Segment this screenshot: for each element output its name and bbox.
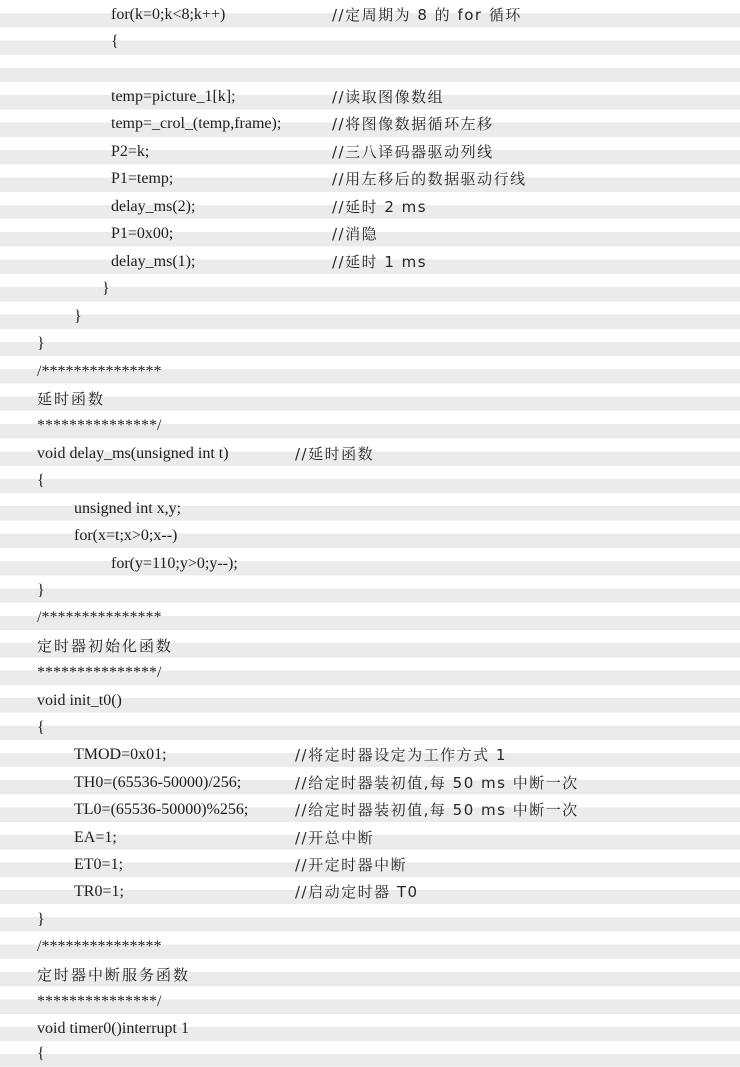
- code-line: TL0=(65536-50000)%256;: [74, 801, 249, 818]
- code-line: {: [111, 33, 119, 50]
- code-comment: //三八译码器驱动列线: [332, 143, 494, 161]
- code-line: void delay_ms(unsigned int t): [37, 445, 229, 462]
- code-comment: //延时 2 ms: [332, 198, 428, 216]
- code-line: P1=0x00;: [111, 225, 174, 242]
- code-line: temp=_crol_(temp,frame);: [111, 115, 282, 132]
- code-line: P2=k;: [111, 143, 150, 160]
- code-line: ET0=1;: [74, 856, 124, 873]
- code-line: /***************: [37, 609, 162, 626]
- code-comment: //开定时器中断: [295, 856, 408, 874]
- code-line: P1=temp;: [111, 170, 174, 187]
- code-line: TR0=1;: [74, 883, 124, 900]
- code-line: unsigned int x,y;: [74, 500, 182, 517]
- code-line: for(k=0;k<8;k++): [111, 6, 226, 23]
- code-comment: //用左移后的数据驱动行线: [332, 170, 527, 188]
- code-line: 定时器中断服务函数: [37, 966, 191, 984]
- code-comment: //定周期为 8 的 for 循环: [332, 6, 522, 24]
- code-line: }: [102, 280, 110, 297]
- code-line: ***************/: [37, 417, 162, 434]
- code-line: ***************/: [37, 993, 162, 1010]
- code-line: ***************/: [37, 664, 162, 681]
- code-line: }: [37, 911, 45, 928]
- code-line: }: [37, 335, 45, 352]
- code-line: /***************: [37, 363, 162, 380]
- code-line: }: [37, 582, 45, 599]
- code-comment: //启动定时器 T0: [295, 883, 419, 901]
- code-line: TMOD=0x01;: [74, 746, 167, 763]
- code-line: {: [37, 1045, 45, 1062]
- code-line: 定时器初始化函数: [37, 637, 174, 655]
- code-comment: //延时 1 ms: [332, 253, 428, 271]
- code-line: /***************: [37, 938, 162, 955]
- code-line: for(x=t;x>0;x--): [74, 527, 178, 544]
- code-line: void timer0()interrupt 1: [37, 1020, 189, 1037]
- code-line: for(y=110;y>0;y--);: [111, 555, 238, 572]
- code-comment: //给定时器装初值,每 50 ms 中断一次: [295, 774, 579, 792]
- code-line: void init_t0(): [37, 692, 122, 709]
- code-line: delay_ms(1);: [111, 253, 196, 270]
- code-line: EA=1;: [74, 829, 117, 846]
- code-comment: //消隐: [332, 225, 379, 243]
- code-comment: //将定时器设定为工作方式 1: [295, 746, 507, 764]
- code-line: TH0=(65536-50000)/256;: [74, 774, 242, 791]
- code-comment: //读取图像数组: [332, 88, 445, 106]
- code-comment: //延时函数: [295, 445, 375, 463]
- code-line: {: [37, 719, 45, 736]
- code-comment: //将图像数据循环左移: [332, 115, 494, 133]
- code-line: delay_ms(2);: [111, 198, 196, 215]
- code-line: {: [37, 472, 45, 489]
- code-comment: //给定时器装初值,每 50 ms 中断一次: [295, 801, 579, 819]
- code-line: }: [74, 308, 82, 325]
- code-comment: //开总中断: [295, 829, 375, 847]
- code-line: 延时函数: [37, 390, 106, 408]
- code-line: temp=picture_1[k];: [111, 88, 236, 105]
